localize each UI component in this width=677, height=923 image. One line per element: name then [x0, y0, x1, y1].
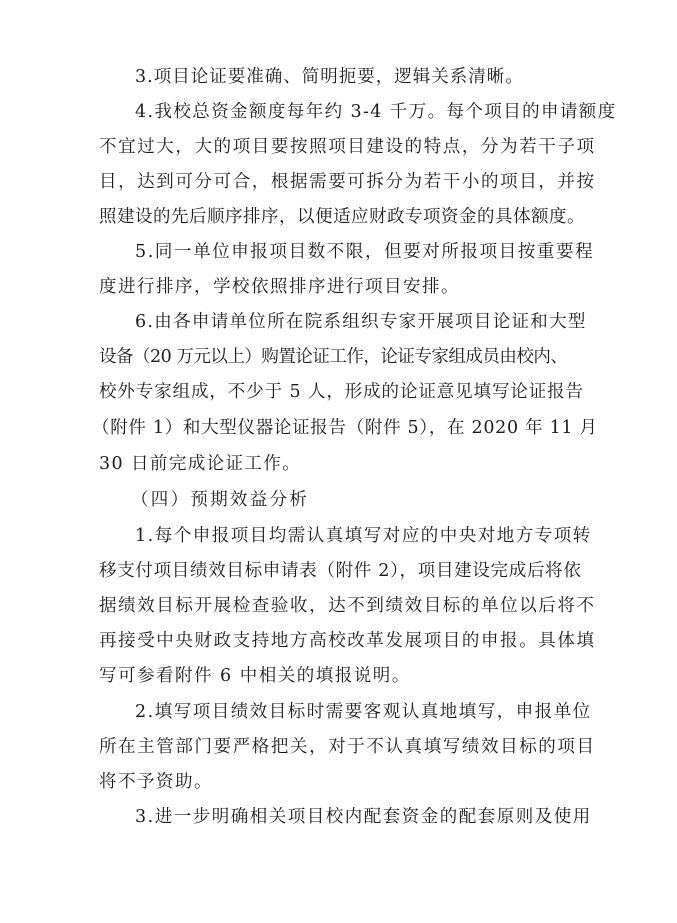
- text-line: 再接受中央财政支持地方高校改革发展项目的申报。具体填: [99, 631, 596, 651]
- text-line: 1.每个申报项目均需认真填写对应的中央对地方专项转: [135, 526, 592, 546]
- text-line: 30 日前完成论证工作。: [99, 454, 302, 474]
- text-line: 将不予资助。: [99, 772, 213, 792]
- text-line: 目，达到可分可合，根据需要可拆分为若干小的项目，并按: [99, 172, 596, 192]
- text-line: 移支付项目绩效目标申请表（附件 2），项目建设完成后将依: [99, 561, 582, 581]
- text-line: 校外专家组成，不少于 5 人，形成的论证意见填写论证报告: [99, 382, 584, 402]
- text-line: 写可参看附件 6 中相关的填报说明。: [99, 666, 411, 686]
- text-line: 3.进一步明确相关项目校内配套资金的配套原则及使用: [135, 807, 592, 827]
- text-line: 2.填写项目绩效目标时需要客观认真地填写，申报单位: [135, 702, 592, 722]
- text-line: （附件 1）和大型仪器论证报告（附件 5），在 2020 年 11 月: [92, 418, 598, 438]
- text-line: 据绩效目标开展检查验收，达不到绩效目标的单位以后将不: [99, 596, 596, 616]
- text-line: 6.由各申请单位所在院系组织专家开展项目论证和大型: [135, 312, 587, 332]
- text-line: 度进行排序，学校依照排序进行项目安排。: [99, 277, 460, 297]
- text-line: 照建设的先后顺序排序，以便适应财政专项资金的具体额度。: [99, 207, 585, 227]
- text-line: 所在主管部门要严格把关，对于不认真填写绩效目标的项目: [99, 737, 596, 757]
- text-line: 设备（20 万元以上）购置论证工作，论证专家组成员由校内、: [99, 347, 568, 367]
- section-heading: （四）预期效益分析: [131, 490, 310, 510]
- text-line: 5.同一单位申报项目数不限，但要对所报项目按重要程: [135, 242, 595, 262]
- text-line: 4.我校总资金额度每年约 3-4 千万。每个项目的申请额度: [135, 102, 617, 122]
- text-line: 不宜过大，大的项目要按照项目建设的特点，分为若干子项: [99, 137, 596, 157]
- text-line: 3.项目论证要准确、简明扼要，逻辑关系清晰。: [135, 67, 524, 87]
